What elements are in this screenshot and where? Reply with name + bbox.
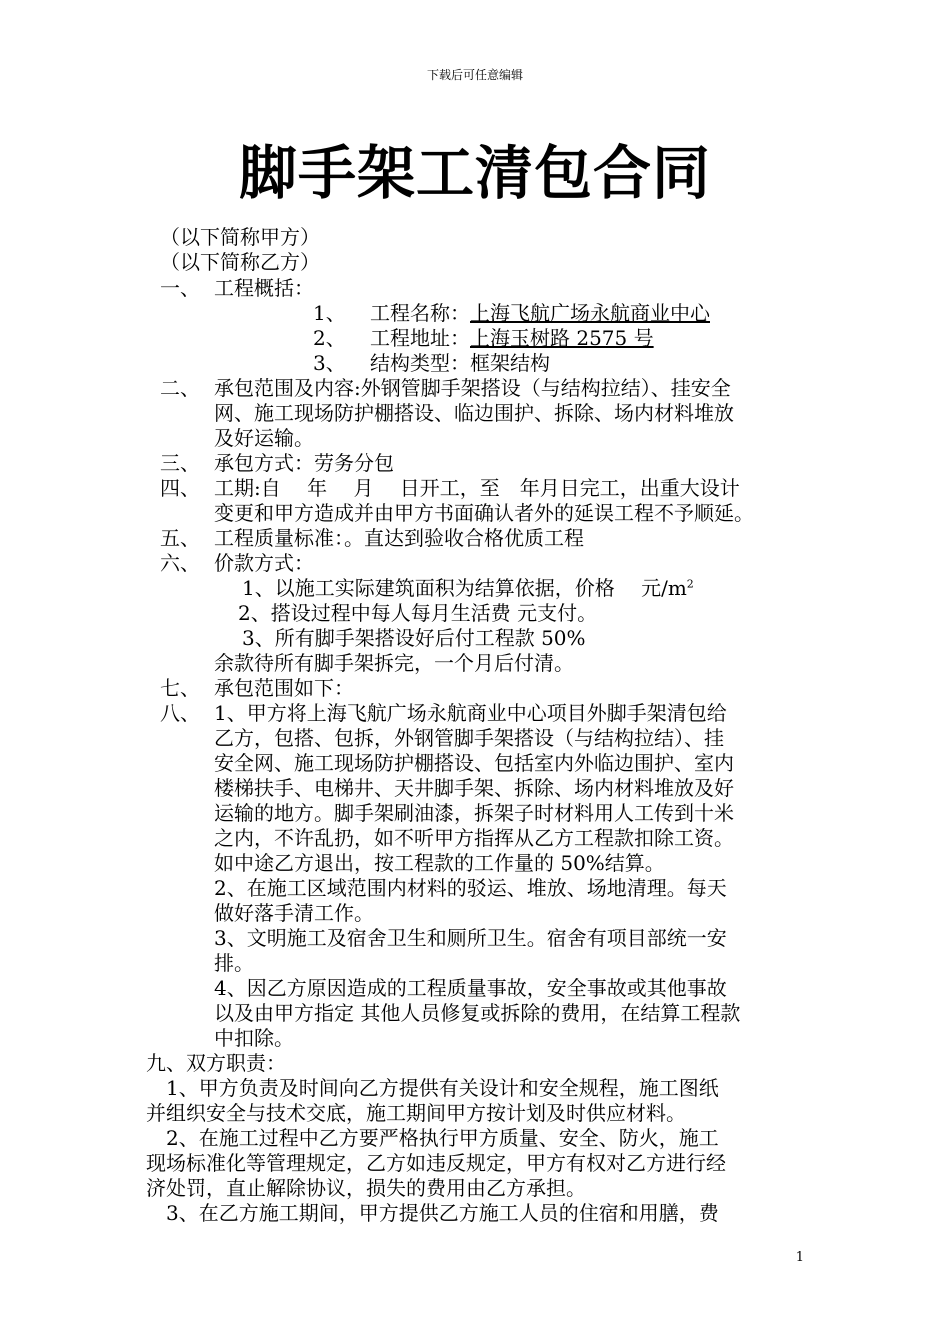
- section-8-line: 1、甲方将上海飞航广场永航商业中心项目外脚手架清包给: [214, 701, 727, 725]
- project-name-number: 1、: [313, 301, 346, 325]
- section-9-line: 并组织安全与技术交底，施工期间甲方按计划及时供应材料。: [146, 1101, 686, 1125]
- section-9-line: 2、在施工过程中乙方要严格执行甲方质量、安全、防火，施工: [146, 1126, 719, 1150]
- section-8-number: 八、: [160, 701, 200, 725]
- section-9-line: 现场标准化等管理规定，乙方如违反规定，甲方有权对乙方进行经: [146, 1151, 726, 1175]
- section-8-line: 安全网、施工现场防护棚搭设、包括室内外临边围护、室内: [214, 751, 734, 775]
- project-address-number: 2、: [313, 326, 346, 350]
- section-8-line: 做好落手清工作。: [214, 901, 374, 925]
- section-7-number: 七、: [160, 676, 200, 700]
- structure-type-number: 3、: [313, 351, 346, 375]
- section-8-line: 中扣除。: [214, 1026, 294, 1050]
- project-address-row: [370, 325, 654, 351]
- page-number: 1: [795, 1250, 804, 1265]
- section-8-line: 乙方，包搭、包拆，外钢管脚手架搭设（与结构拉结）、挂: [214, 726, 724, 750]
- unit-superscript: 2: [686, 577, 694, 591]
- section-8-line: 以及由甲方指定 其他人员修复或拆除的费用，在结算工程款: [214, 1001, 741, 1025]
- section-3-text: 承包方式：劳务分包: [214, 451, 394, 475]
- section-2-line: 承包范围及内容:外钢管脚手架搭设（与结构拉结）、挂安全: [214, 376, 731, 400]
- structure-type-row: [370, 350, 550, 376]
- section-1-number: 一、: [160, 276, 200, 300]
- payment-item-2: 2、搭设过程中每人每月生活费 元支付。: [238, 601, 598, 625]
- project-name-row: [370, 300, 710, 326]
- section-8-line: 排。: [214, 951, 254, 975]
- section-6-heading: 价款方式：: [214, 551, 314, 575]
- page-header: 下载后可任意编辑: [426, 68, 523, 82]
- section-8-line: 如中途乙方退出，按工程款的工作量的 50%结算。: [214, 851, 665, 875]
- section-9-line: 1、甲方负责及时间向乙方提供有关设计和安全规程，施工图纸: [146, 1076, 719, 1100]
- section-8-line: 2、在施工区域范围内材料的驳运、堆放、场地清理。每天: [214, 876, 727, 900]
- payment-item-1-text: 1、以施工实际建筑面积为结算依据，价格 元/m: [242, 576, 687, 600]
- project-address-value: 上海玉树路 2575 号: [470, 326, 654, 350]
- section-2-number: 二、: [160, 376, 200, 400]
- section-9-heading: 九、双方职责：: [146, 1051, 286, 1075]
- section-5-text: 工程质量标准：。直达到验收合格优质工程: [214, 526, 584, 550]
- section-2-line: 网、施工现场防护棚搭设、临边围护、拆除、场内材料堆放: [214, 401, 734, 425]
- payment-item-1: [242, 575, 694, 601]
- section-9-line: 3、在乙方施工期间，甲方提供乙方施工人员的住宿和用膳，费: [146, 1201, 719, 1225]
- section-8-line: 运输的地方。脚手架刷油漆，拆架子时材料用人工传到十米: [214, 801, 734, 825]
- payment-item-3: 3、所有脚手架搭设好后付工程款 50%: [242, 626, 586, 650]
- section-6-number: 六、: [160, 551, 200, 575]
- section-4-number: 四、: [160, 476, 200, 500]
- project-address-label: 工程地址：: [370, 326, 470, 350]
- structure-type-label: 结构类型：: [370, 351, 470, 375]
- section-8-line: 之内，不许乱扔，如不听甲方指挥从乙方工程款扣除工资。: [214, 826, 734, 850]
- project-name-value: 上海飞航广场永航商业中心: [470, 301, 710, 325]
- section-9-line: 济处罚，直止解除协议，损失的费用由乙方承担。: [146, 1176, 586, 1200]
- section-8-line: 3、文明施工及宿舍卫生和厕所卫生。宿舍有项目部统一安: [214, 926, 727, 950]
- section-8-line: 楼梯扶手、电梯井、天井脚手架、拆除、场内材料堆放及好: [214, 776, 734, 800]
- project-name-label: 工程名称：: [370, 301, 470, 325]
- section-8-line: 4、因乙方原因造成的工程质量事故，安全事故或其他事故: [214, 976, 727, 1000]
- payment-item-4: 余款待所有脚手架拆完，一个月后付清。: [214, 651, 574, 675]
- section-1-heading: 工程概括：: [214, 276, 314, 300]
- section-2-line: 及好运输。: [214, 426, 314, 450]
- section-3-number: 三、: [160, 451, 200, 475]
- section-4-line: 工期:自 年 月 日开工，至 年月日完工，出重大设计: [214, 476, 740, 500]
- section-5-number: 五、: [160, 526, 200, 550]
- party-b-line: （以下简称乙方）: [160, 250, 320, 274]
- section-7-text: 承包范围如下：: [214, 676, 354, 700]
- document-title: 脚手架工清包合同: [238, 139, 711, 207]
- section-4-line: 变更和甲方造成并由甲方书面确认者外的延误工程不予顺延。: [214, 501, 754, 525]
- structure-type-value: 框架结构: [470, 351, 550, 375]
- party-a-line: （以下简称甲方）: [160, 225, 320, 249]
